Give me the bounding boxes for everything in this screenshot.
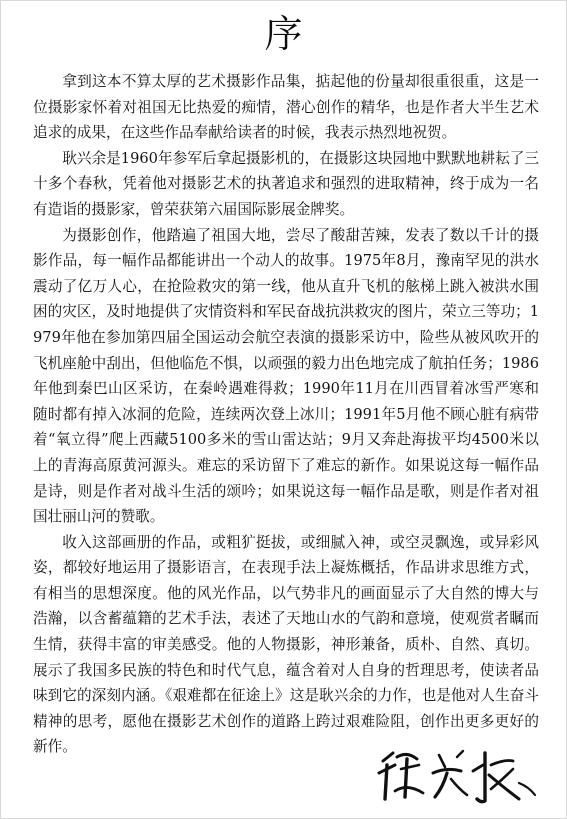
handwritten-signature xyxy=(373,743,543,807)
paragraph-3: 为摄影创作，他踏遍了祖国大地，尝尽了酸甜苦辣，发表了数以千计的摄影作品，每一幅作品都能讲出一个动人的故事。1975年8月，豫南罕见的洪水震动了亿万人心，在抢险救灾的第一线，他从直升飞机的舷梯上跳入被洪水围困的灾区，及时地提供了灾情资料和军民奋战抗洪救灾的图片，荣立三等功；1979年他在参加第四届全国运动会航空表演的摄影采访中，险些从被风吹开的飞机座舱中刮出，但他临危不惧，以顽强的毅力出色地完成了航拍任务；1986年他到秦巴山区采访，在秦岭遇难得救；1990年11月在川西冒着冰雪严寒和随时都有掉入冰洞的危险，连续两次登上冰川；1991年5月他不顾心脏有病带着“氧立得”爬上西藏5100多米的雪山雷达站；9月又奔赴海拔平均4500米以上的青海高原黄河源头。难忘的采访留下了难忘的新作。如果说这每一幅作品是诗，则是作者对战斗生活的颂吟；如果说这每一幅作品是歌，则是作者对祖国壮丽山河的赞歌。 xyxy=(33,226,539,526)
paragraph-4: 收入这部画册的作品，或粗犷挺拔，或细腻入神，或空灵飘逸，或异彩风姿，都较好地运用了摄影语言，在表现手法上凝炼概括，作品讲求思维方式，有相当的思想深度。他的风光作品，以气势非凡的画面显示了大自然的博大与浩瀚，以含蓄蕴籍的艺术手法，表述了天地山水的气韵和意境，使观赏者瞩而生情，获得丰富的审美感受。他的人物摄影，神形兼备，质朴、自然、真切。展示了我国多民族的特色和时代气息，蕴含着对人自身的哲理思考，使读者品味到它的深刻内涵。《艰难都在征途上》这是耿兴余的力作，也是他对人生奋斗精神的思考，愿他在摄影艺术创作的道路上跨过艰难险阻，创作出更多更好的新作。 xyxy=(33,533,539,756)
preface-body xyxy=(33,69,539,760)
paragraph-2: 耿兴余是1960年参军后拿起摄影机的，在摄影这块园地中默默地耕耘了三十多个春秋，凭着他对摄影艺术的执著追求和强烈的进取精神，终于成为一名有造诣的摄影家，曾荣获第六届国际影展金牌奖。 xyxy=(33,149,539,218)
paragraph-1: 拿到这本不算太厚的艺术摄影作品集，掂起他的份量却很重很重，这是一位摄影家怀着对祖国无比热爱的痴情，潜心创作的精华，也是作者大半生艺术追求的成果，在这些作品奉献给读者的时候，我表示热烈地祝贺。 xyxy=(33,73,539,142)
signature-icon xyxy=(373,743,543,807)
page-title: 序 xyxy=(264,12,305,56)
